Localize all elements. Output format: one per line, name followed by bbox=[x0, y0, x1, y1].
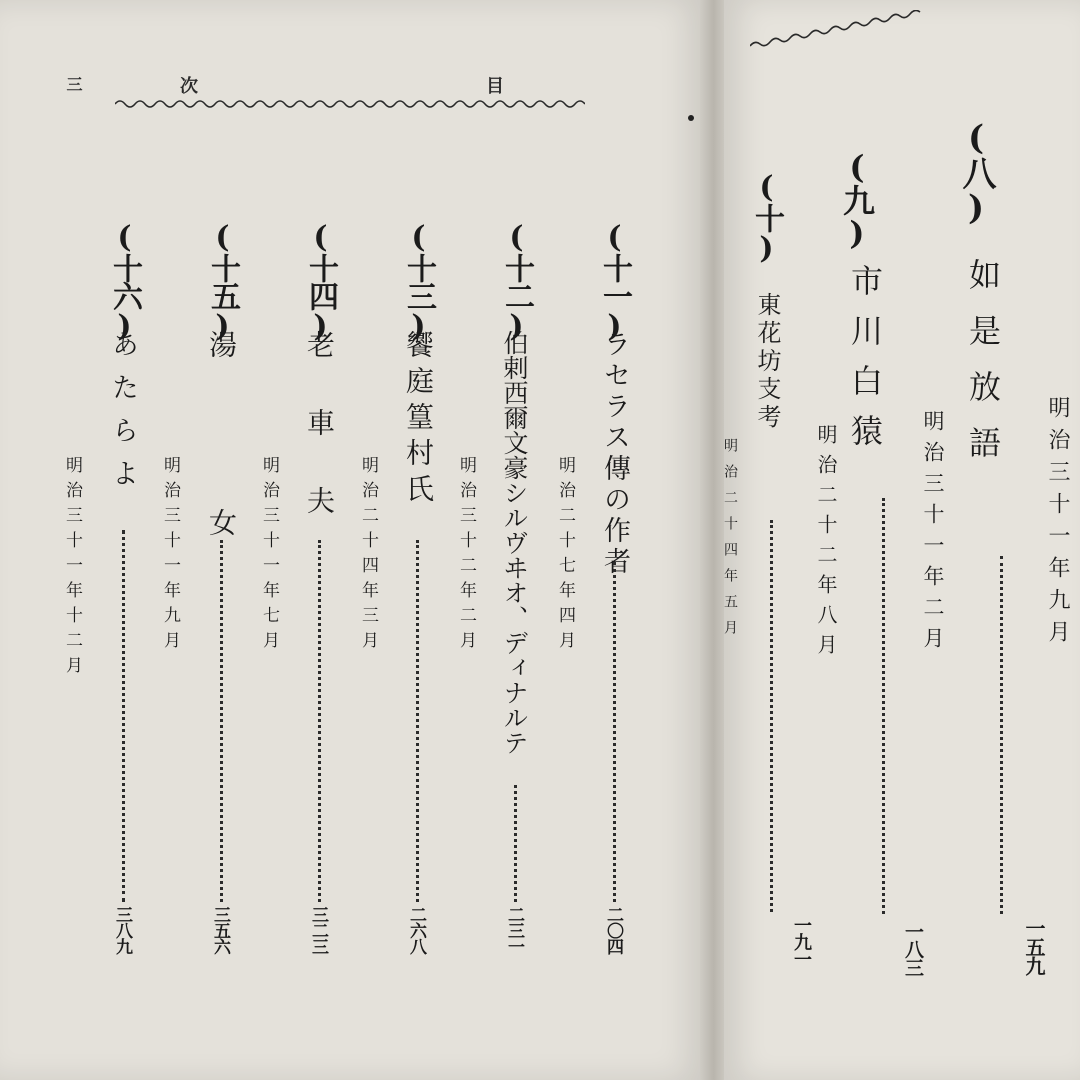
entry-date-partial: 明治二十四年五月 bbox=[722, 438, 738, 646]
entry-title: ラセラス傳の作者 bbox=[599, 330, 630, 578]
entry-number: (十五) bbox=[205, 220, 240, 342]
leader-dots bbox=[613, 562, 616, 902]
entry-page: 二〇四 bbox=[603, 906, 623, 954]
entry-number: (十三) bbox=[401, 220, 436, 342]
entry-page: 二六八 bbox=[406, 906, 426, 954]
entry-number: (十) bbox=[749, 170, 784, 264]
entry-date: 明治二十四年三月 bbox=[358, 456, 378, 656]
entry-date: 明治三十一年七月 bbox=[259, 456, 279, 656]
entry-page: 三二三 bbox=[308, 906, 328, 954]
entry-page: 一五九 bbox=[1022, 918, 1046, 975]
leader-dots bbox=[882, 498, 885, 914]
entry-title: 伯剌西爾文豪シルヴヰオ、ディナルテ bbox=[500, 330, 529, 755]
wavy-rule bbox=[750, 10, 950, 50]
entry-title: あたらよ bbox=[107, 330, 138, 502]
leader-dots bbox=[122, 530, 125, 902]
entry-page: 二三一 bbox=[504, 906, 524, 954]
leader-dots bbox=[514, 785, 517, 902]
entry-title: 饗庭篁村氏 bbox=[402, 330, 435, 510]
entry-number: (九) bbox=[838, 148, 876, 250]
entry-number: (十二) bbox=[499, 220, 534, 342]
entry-number: (十四) bbox=[303, 220, 338, 342]
entry-date: 明治三十一年九月 bbox=[160, 456, 180, 656]
header-title-moku: 目 bbox=[486, 76, 504, 97]
wavy-rule bbox=[115, 96, 585, 112]
entry-page: 三八九 bbox=[112, 906, 132, 954]
entry-number: (十六) bbox=[107, 220, 142, 342]
entry-date: 明治二十二年八月 bbox=[814, 424, 838, 664]
leader-dots bbox=[318, 540, 321, 902]
page-number: 三 bbox=[64, 76, 83, 92]
ink-spot bbox=[688, 115, 694, 121]
leader-dots bbox=[1000, 556, 1003, 914]
leader-dots bbox=[220, 540, 223, 902]
entry-page: 一九一 bbox=[791, 916, 812, 967]
entry-number: (八) bbox=[956, 118, 996, 226]
right-page bbox=[724, 0, 1080, 1080]
entry-title: 東花坊支考 bbox=[753, 292, 781, 432]
entry-date: 明治三十一年九月 bbox=[1045, 396, 1070, 652]
entry-page: 三五六 bbox=[210, 906, 230, 954]
entry-date: 明治三十一年二月 bbox=[921, 410, 945, 658]
entry-date: 明治三十二年二月 bbox=[456, 456, 476, 656]
entry-date: 明治三十一年十二月 bbox=[62, 456, 82, 681]
entry-number: (十一) bbox=[597, 220, 632, 342]
entry-page: 一八三 bbox=[902, 922, 924, 976]
leader-dots bbox=[770, 520, 773, 912]
entry-title: 如是放語 bbox=[964, 258, 1002, 482]
entry-title: 市川白猿 bbox=[846, 264, 884, 464]
entry-title: 湯女 bbox=[205, 330, 238, 686]
header-title-ji: 次 bbox=[180, 76, 198, 97]
entry-date: 明治二十七年四月 bbox=[555, 456, 575, 656]
entry-title: 老車夫 bbox=[303, 330, 336, 564]
leader-dots bbox=[416, 540, 419, 902]
